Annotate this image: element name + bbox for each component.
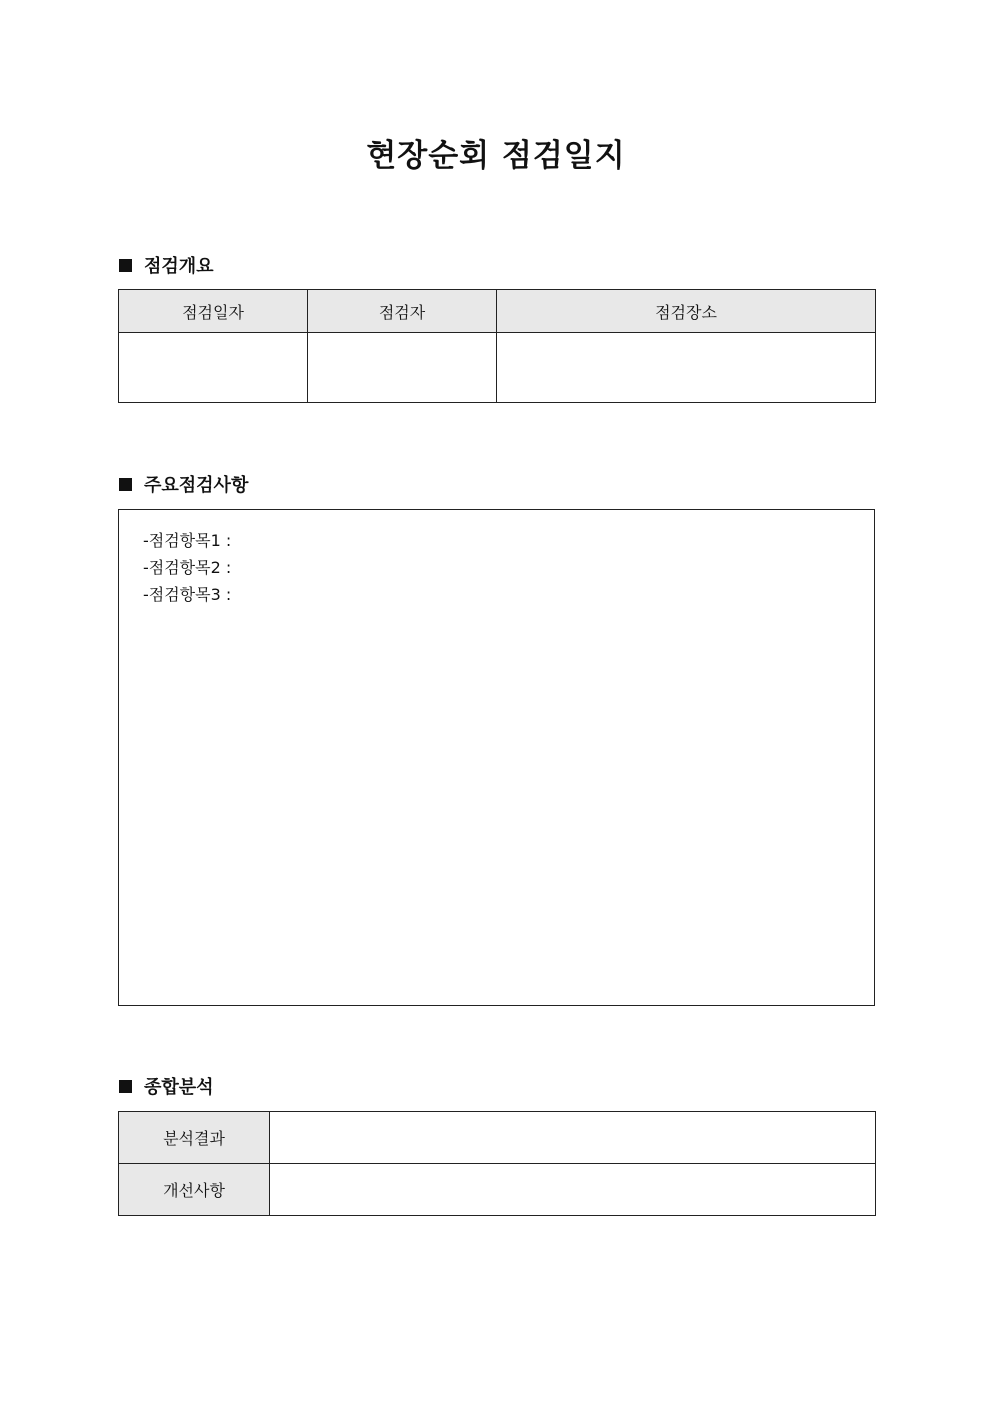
column-header-date: 점검일자 <box>119 290 308 333</box>
section-heading-main-items <box>119 471 248 497</box>
column-header-inspector: 점검자 <box>308 290 497 333</box>
black-square-icon <box>119 259 132 272</box>
main-items-list <box>119 510 874 608</box>
inspector-field[interactable] <box>308 333 497 403</box>
improvement-field[interactable] <box>270 1164 876 1216</box>
section-heading-overview <box>119 252 214 278</box>
table-row <box>119 1164 876 1216</box>
table-row <box>119 1112 876 1164</box>
overview-table <box>118 289 876 403</box>
analysis-table <box>118 1111 876 1216</box>
analysis-result-field[interactable] <box>270 1112 876 1164</box>
document-title: 현장순회 점검일지 <box>366 138 626 174</box>
list-item: -점검항목1 : <box>143 531 232 550</box>
main-items-box[interactable] <box>118 509 875 1006</box>
list-item: -점검항목2 : <box>143 558 232 577</box>
black-square-icon <box>119 478 132 491</box>
list-item: -점검항목3 : <box>143 585 232 604</box>
section-heading-main-items-label: 주요점검사항 <box>144 475 249 496</box>
section-heading-overview-label: 점검개요 <box>144 256 214 277</box>
section-heading-analysis-label: 종합분석 <box>144 1077 214 1098</box>
section-heading-analysis <box>119 1073 214 1099</box>
improvement-label: 개선사항 <box>119 1164 270 1216</box>
analysis-result-label: 분석결과 <box>119 1112 270 1164</box>
overview-header-row <box>119 290 876 333</box>
black-square-icon <box>119 1080 132 1093</box>
overview-value-row <box>119 333 876 403</box>
column-header-location: 점검장소 <box>497 290 876 333</box>
inspection-location-field[interactable] <box>497 333 876 403</box>
inspection-date-field[interactable] <box>119 333 308 403</box>
